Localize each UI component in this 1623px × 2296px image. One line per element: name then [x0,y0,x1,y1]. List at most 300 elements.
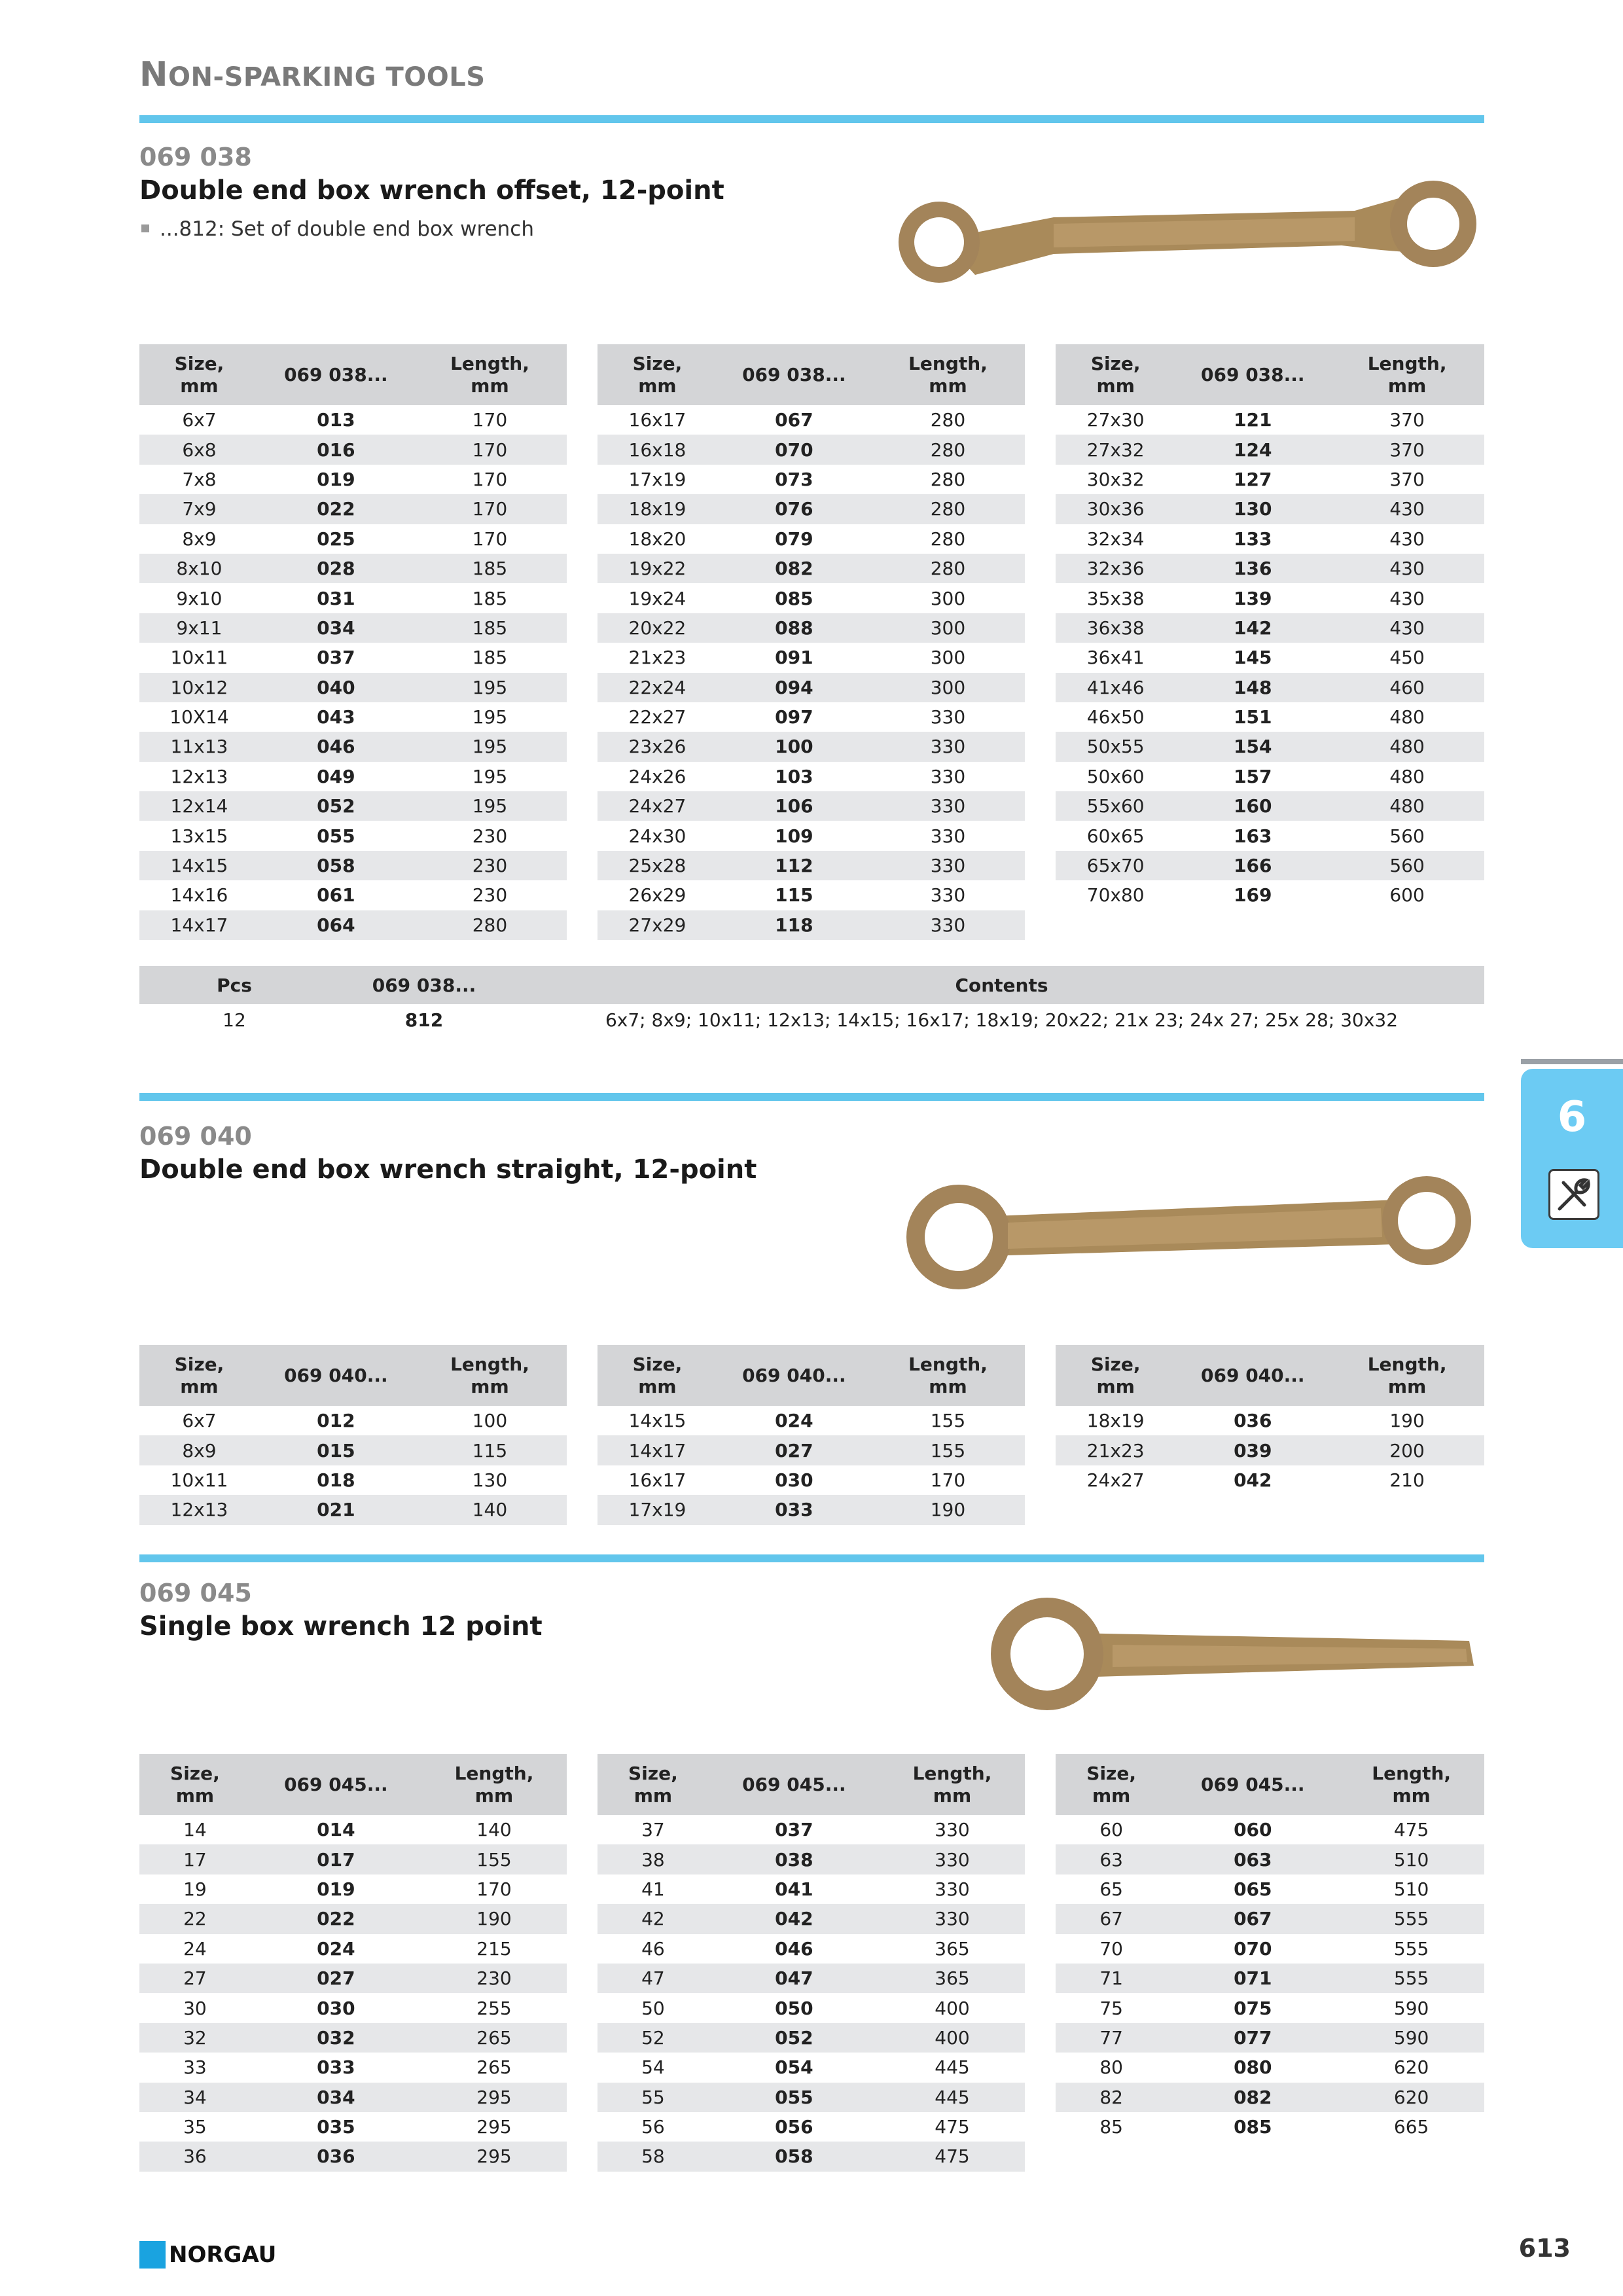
set-pcs: 12 [223,1009,246,1031]
cell-code: 036 [1234,1410,1272,1432]
cell-code: 042 [709,1904,880,1933]
cell-length: 330 [930,765,966,787]
cell-length: 555 [1338,1904,1484,1933]
bullet-icon [141,224,149,232]
cell-length: 170 [413,494,567,524]
table-row [597,1993,1025,2022]
cell-size: 50 [641,1997,665,2019]
col-header-code: 069 038... [717,344,871,405]
col-header-size: Size, mm [597,1754,709,1815]
cell-length: 445 [880,2083,1025,2112]
col-header-length: Length, mm [1338,1754,1484,1815]
table-row [597,435,1025,464]
cell-length: 480 [1330,791,1484,821]
cell-size: 20x22 [597,613,717,643]
cell-length: 330 [871,910,1025,940]
cell-size: 36 [139,2142,251,2171]
cell-code: 060 [1234,1819,1272,1841]
table-row [597,2112,1025,2142]
cell-size: 14x15 [628,1410,687,1432]
cell-length: 430 [1330,494,1484,524]
table-row [1056,1904,1484,1933]
cell-length: 330 [871,851,1025,880]
cell-size: 30 [183,1997,207,2019]
cell-length: 370 [1330,435,1484,464]
col-header-code: 069 045... [709,1754,880,1815]
cell-size: 12x13 [170,765,228,787]
size-table [1056,344,1484,910]
table-row [139,1435,567,1465]
cell-code: 037 [317,647,355,669]
cell-code: 100 [717,732,871,761]
table-row [139,762,567,791]
cell-length: 200 [1330,1435,1484,1465]
table-row [597,613,1025,643]
col-header-length: Length, mm [871,344,1025,405]
cell-size: 36x41 [1086,647,1145,669]
cell-code: 046 [259,732,413,761]
cell-length: 210 [1389,1469,1425,1491]
table-row [139,465,567,494]
cell-length: 600 [1389,884,1425,906]
cell-size: 60x65 [1086,825,1145,847]
cell-length: 280 [871,435,1025,464]
cell-length: 370 [1389,409,1425,431]
cell-size: 10x11 [170,1469,228,1491]
table-row [139,554,567,583]
cell-length: 280 [930,409,966,431]
cell-size: 55x60 [1056,791,1175,821]
table-row [139,851,567,880]
table-row [139,524,567,554]
cell-size: 14x17 [597,1435,717,1465]
cell-code: 124 [1175,435,1330,464]
cell-code: 073 [775,468,813,490]
cell-code: 025 [317,528,355,550]
single-box-wrench-image [982,1594,1486,1712]
section-code: 069 045 [139,1579,252,1607]
section-divider [139,1093,1484,1101]
cell-size: 19 [183,1878,207,1900]
cell-length: 170 [472,409,508,431]
cell-size: 7x8 [182,468,217,490]
table-row [1056,524,1484,554]
section-title: Double end box wrench offset, 12-point [139,175,724,206]
cell-code: 118 [717,910,871,940]
cell-code: 127 [1234,468,1272,490]
cell-code: 130 [1175,494,1330,524]
table-row [597,1465,1025,1495]
page-header: NON-SPARKING TOOLS [139,55,486,94]
cell-size: 24 [183,1937,207,1960]
cell-size: 32x36 [1056,554,1175,583]
cell-code: 024 [317,1937,355,1960]
table-row [597,791,1025,821]
cell-code: 085 [775,587,813,609]
cell-code: 076 [717,494,871,524]
table-row [597,1934,1025,1964]
cell-code: 030 [775,1469,813,1491]
cell-size: 58 [597,2142,709,2171]
cell-size: 32 [139,2023,251,2053]
cell-length: 115 [413,1435,567,1465]
table-row [139,405,567,435]
header-divider [139,115,1484,123]
cell-code: 012 [317,1410,355,1432]
cell-length: 195 [472,706,508,728]
table-row [597,1495,1025,1524]
cell-length: 560 [1330,851,1484,880]
cell-size: 18x19 [1086,1410,1145,1432]
cell-code: 169 [1234,884,1272,906]
offset-wrench-image [883,177,1486,295]
cell-code: 013 [317,409,355,431]
table-row [597,880,1025,910]
cell-length: 620 [1393,2056,1429,2079]
table-row [597,1815,1025,1844]
set-note: ...812: Set of double end box wrench [141,217,534,241]
cell-length: 430 [1389,528,1425,550]
cell-size: 17 [139,1844,251,1874]
cell-code: 148 [1175,673,1330,702]
cell-code: 016 [259,435,413,464]
cell-code: 021 [259,1495,413,1524]
table-row [139,1934,567,1964]
section-code: 069 038 [139,143,252,171]
cell-code: 027 [251,1964,421,1993]
cell-code: 094 [717,673,871,702]
cell-code: 035 [317,2116,355,2138]
cell-size: 16x17 [628,1469,687,1491]
cell-size: 60 [1099,1819,1123,1841]
table-row [597,2023,1025,2053]
cell-length: 155 [871,1435,1025,1465]
table-row [139,880,567,910]
cell-size: 65x70 [1056,851,1175,880]
cell-code: 097 [775,706,813,728]
cell-length: 195 [413,673,567,702]
table-row [139,732,567,761]
table-row [597,1844,1025,1874]
table-row [139,2142,567,2171]
cell-length: 195 [472,765,508,787]
set-code: 812 [404,1009,444,1031]
cell-code: 019 [317,468,355,490]
col-header-size: Size, mm [139,1754,251,1815]
cell-length: 480 [1389,765,1425,787]
table-row [139,583,567,613]
cell-length: 400 [880,2023,1025,2053]
cell-length: 130 [472,1469,508,1491]
table-row [1056,791,1484,821]
col-header-length: Length, mm [880,1754,1025,1815]
cell-size: 9x10 [176,587,223,609]
cell-size: 34 [139,2083,251,2112]
cell-length: 230 [472,884,508,906]
table-row [597,732,1025,761]
cell-size: 10X14 [169,706,229,728]
cell-code: 071 [1167,1964,1338,1993]
section-title: Double end box wrench straight, 12-point [139,1155,757,1185]
table-row [139,1465,567,1495]
cell-size: 27x32 [1056,435,1175,464]
cell-code: 082 [1167,2083,1338,2112]
table-row [139,1815,567,1844]
cell-length: 480 [1330,732,1484,761]
cell-size: 21x23 [628,647,687,669]
section-title: Single box wrench 12 point [139,1611,543,1641]
table-row [139,821,567,850]
cell-length: 330 [880,1844,1025,1874]
col-header-length: Length, mm [1330,344,1484,405]
cell-size: 12x14 [139,791,259,821]
table-row [1056,880,1484,910]
section-divider [139,1554,1484,1562]
col-header-size: Size, mm [1056,1754,1167,1815]
cell-length: 100 [472,1410,508,1432]
table-row [597,494,1025,524]
cell-size: 24x27 [597,791,717,821]
cell-code: 080 [1234,2056,1272,2079]
cell-code: 109 [775,825,813,847]
cell-size: 37 [641,1819,665,1841]
cell-size: 75 [1099,1997,1123,2019]
cell-length: 195 [413,791,567,821]
cell-length: 140 [413,1495,567,1524]
table-row [1056,435,1484,464]
cell-length: 280 [871,494,1025,524]
col-header-size: Size, mm [1056,344,1175,405]
cell-code: 022 [259,494,413,524]
cell-code: 067 [1167,1904,1338,1933]
cell-length: 365 [935,1937,970,1960]
cell-code: 027 [717,1435,871,1465]
table-row [1056,1844,1484,1874]
cell-length: 475 [1393,1819,1429,1841]
table-row [1056,702,1484,732]
cell-length: 510 [1338,1844,1484,1874]
table-row [597,405,1025,435]
cell-size: 24x26 [628,765,687,787]
cell-length: 265 [476,2056,512,2079]
cell-size: 42 [597,1904,709,1933]
table-row [139,1993,567,2022]
table-row [1056,1874,1484,1904]
cell-size: 50x60 [1086,765,1145,787]
cell-code: 037 [775,1819,813,1841]
cell-length: 450 [1389,647,1425,669]
cell-size: 19x24 [628,587,687,609]
cell-code: 049 [317,765,355,787]
cell-size: 30x36 [1056,494,1175,524]
cell-size: 14 [183,1819,207,1841]
cell-length: 190 [421,1904,567,1933]
cell-length: 185 [413,554,567,583]
cell-length: 300 [930,647,966,669]
cell-length: 330 [930,825,966,847]
straight-wrench-image [890,1172,1486,1296]
cell-size: 27x29 [597,910,717,940]
table-row [1056,1964,1484,1993]
cell-code: 166 [1175,851,1330,880]
cell-size: 82 [1056,2083,1167,2112]
cell-code: 115 [775,884,813,906]
table-row [139,1904,567,1933]
cell-size: 54 [641,2056,665,2079]
cell-length: 555 [1338,1964,1484,1993]
size-table [1056,1345,1484,1495]
cell-size: 36x38 [1056,613,1175,643]
cell-size: 6x7 [182,409,217,431]
cell-size: 35x38 [1086,587,1145,609]
col-header-code: 069 045... [1167,1754,1338,1815]
cell-code: 106 [717,791,871,821]
table-row [597,643,1025,672]
cell-code: 154 [1175,732,1330,761]
cell-size: 85 [1099,2116,1123,2138]
cell-length: 300 [871,673,1025,702]
table-row [1056,2083,1484,2112]
cell-code: 018 [317,1469,355,1491]
table-row [139,673,567,702]
cell-size: 6x7 [182,1410,217,1432]
size-table [597,1754,1025,2172]
table-row [139,613,567,643]
cell-code: 017 [251,1844,421,1874]
col-header-size: Size, mm [139,344,259,405]
cell-code: 085 [1234,2116,1272,2138]
cell-size: 30x32 [1086,468,1145,490]
table-row [139,2112,567,2142]
cell-length: 330 [935,1878,970,1900]
cell-size: 26x29 [628,884,687,906]
table-row [1056,851,1484,880]
cell-code: 064 [259,910,413,940]
cell-code: 088 [717,613,871,643]
table-row [1056,494,1484,524]
table-row [1056,405,1484,435]
col-header-code: 069 038... [1175,344,1330,405]
cell-code: 139 [1234,587,1272,609]
cell-code: 136 [1175,554,1330,583]
cell-size: 16x17 [628,409,687,431]
set-col-contents: Contents [519,966,1484,1004]
cell-length: 230 [421,1964,567,1993]
cell-size: 17x19 [597,1495,717,1524]
cell-length: 295 [421,2083,567,2112]
cell-size: 25x28 [597,851,717,880]
cell-code: 082 [717,554,871,583]
cell-length: 295 [476,2116,512,2138]
cell-size: 77 [1056,2023,1167,2053]
table-row [1056,1934,1484,1964]
cell-size: 38 [597,1844,709,1874]
cell-size: 55 [597,2083,709,2112]
table-row [139,791,567,821]
cell-size: 10x12 [139,673,259,702]
table-row [597,1435,1025,1465]
table-row [1056,2053,1484,2082]
cell-code: 142 [1175,613,1330,643]
table-row [597,910,1025,940]
table-row [139,1495,567,1524]
set-col-code: 069 038... [329,966,519,1004]
table-row [1056,643,1484,672]
table-row [1056,1815,1484,1844]
cell-length: 280 [871,554,1025,583]
cell-length: 280 [930,468,966,490]
cell-length: 190 [871,1495,1025,1524]
col-header-code: 069 045... [251,1754,421,1815]
table-row [597,821,1025,850]
cell-code: 077 [1167,2023,1338,2053]
col-header-size: Size, mm [597,1345,717,1406]
cell-size: 32x34 [1086,528,1145,550]
cell-length: 330 [935,1819,970,1841]
cell-length: 330 [871,732,1025,761]
cell-length: 255 [476,1997,512,2019]
cell-size: 71 [1056,1964,1167,1993]
cell-length: 510 [1393,1878,1429,1900]
cell-length: 400 [935,1997,970,2019]
cell-code: 055 [317,825,355,847]
col-header-length: Length, mm [871,1345,1025,1406]
cell-code: 151 [1234,706,1272,728]
cell-size: 17x19 [628,468,687,490]
cell-length: 370 [1389,468,1425,490]
table-row [1056,583,1484,613]
cell-code: 015 [259,1435,413,1465]
cell-length: 590 [1338,2023,1484,2053]
cell-size: 13x15 [170,825,228,847]
cell-size: 8x10 [139,554,259,583]
cell-size: 46 [641,1937,665,1960]
cell-size: 52 [597,2023,709,2053]
cell-code: 091 [775,647,813,669]
table-row [597,1874,1025,1904]
col-header-code: 069 038... [259,344,413,405]
cell-code: 034 [259,613,413,643]
cell-size: 7x9 [139,494,259,524]
cell-code: 040 [259,673,413,702]
cell-size: 9x11 [139,613,259,643]
cell-size: 24x30 [628,825,687,847]
cell-length: 170 [472,528,508,550]
table-row [139,1874,567,1904]
col-header-length: Length, mm [413,1345,567,1406]
table-row [597,524,1025,554]
table-row [139,494,567,524]
cell-code: 160 [1175,791,1330,821]
cell-size: 11x13 [139,732,259,761]
cell-code: 163 [1234,825,1272,847]
brand-logo-icon [139,2241,166,2269]
cell-code: 041 [775,1878,813,1900]
col-header-code: 069 040... [717,1345,871,1406]
cell-length: 185 [413,613,567,643]
table-row [597,851,1025,880]
cell-code: 065 [1234,1878,1272,1900]
cell-length: 185 [472,647,508,669]
cell-code: 067 [775,409,813,431]
cell-code: 063 [1167,1844,1338,1874]
cell-size: 33 [183,2056,207,2079]
table-row [597,673,1025,702]
cell-code: 103 [775,765,813,787]
cell-code: 031 [317,587,355,609]
cell-size: 18x20 [628,528,687,550]
table-row [1056,821,1484,850]
